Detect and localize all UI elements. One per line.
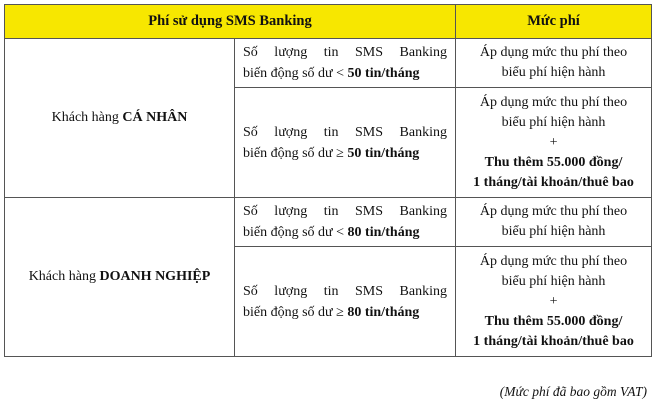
fee-line2: biểu phí hiện hành <box>501 114 606 130</box>
customer-type-cell <box>5 198 235 357</box>
condition-line1: Số lượng tin SMS Banking <box>243 283 448 299</box>
header-fee-level: Mức phí <box>456 5 652 39</box>
customer-type-cell <box>5 39 235 198</box>
fee-extra-unit: 1 tháng/tài khoản/thuê bao <box>473 333 634 349</box>
fee-line2: biểu phí hiện hành <box>501 224 606 239</box>
condition-threshold: 80 tin/tháng <box>347 304 420 320</box>
condition-prefix: biến động số dư ≥ <box>243 304 348 320</box>
fee-extra-line2 <box>456 332 651 352</box>
condition-prefix: biến động số dư ≥ <box>243 145 348 161</box>
condition-threshold: 50 tin/tháng <box>347 145 420 161</box>
condition-prefix: biến động số dư < <box>243 225 348 240</box>
fee-cell <box>456 39 652 88</box>
table-header-row <box>5 5 652 39</box>
fee-line1: Áp dụng mức thu phí theo <box>479 253 628 269</box>
condition-cell <box>235 198 456 247</box>
condition-line2 <box>243 63 447 84</box>
condition-cell <box>235 247 456 357</box>
fee-cell <box>456 198 652 247</box>
customer-type: DOANH NGHIỆP <box>99 269 211 284</box>
fee-extra-unit: 1 tháng/tài khoản/thuê bao <box>473 174 634 190</box>
fee-line2: biểu phí hiện hành <box>501 65 606 80</box>
fee-line1: Áp dụng mức thu phí theo <box>479 204 628 219</box>
condition-line2 <box>243 302 447 323</box>
condition-line2 <box>243 143 447 164</box>
fee-extra-line1 <box>456 153 651 173</box>
condition-cell <box>235 39 456 88</box>
table-row <box>5 198 652 247</box>
customer-label: Khách hàng <box>28 269 100 284</box>
fee-extra-line2 <box>456 173 651 193</box>
condition-prefix: biến động số dư < <box>243 66 348 81</box>
fee-cell <box>456 88 652 198</box>
condition-line1: Số lượng tin SMS Banking <box>243 124 448 140</box>
customer-label: Khách hàng <box>51 110 123 125</box>
fee-cell <box>456 247 652 357</box>
customer-type: CÁ NHÂN <box>122 110 188 125</box>
condition-line1: Số lượng tin SMS Banking <box>243 204 448 219</box>
fee-extra-line1 <box>456 312 651 332</box>
condition-cell <box>235 88 456 198</box>
fee-plus: + <box>549 293 558 309</box>
fee-extra-amount: Thu thêm 55.000 đồng/ <box>484 154 623 170</box>
header-fee-type: Phí sử dụng SMS Banking <box>5 5 456 39</box>
table-row <box>5 39 652 88</box>
fee-line2: biểu phí hiện hành <box>501 273 606 289</box>
condition-threshold: 50 tin/tháng <box>347 66 420 81</box>
fee-plus: + <box>549 134 558 150</box>
sms-banking-fee-table <box>4 4 652 357</box>
condition-line2 <box>243 222 447 243</box>
condition-threshold: 80 tin/tháng <box>347 225 420 240</box>
fee-line1: Áp dụng mức thu phí theo <box>479 45 628 60</box>
vat-note: (Mức phí đã bao gồm VAT) <box>499 384 647 399</box>
fee-extra-amount: Thu thêm 55.000 đồng/ <box>484 313 623 329</box>
fee-line1: Áp dụng mức thu phí theo <box>479 94 628 110</box>
condition-line1: Số lượng tin SMS Banking <box>243 45 448 60</box>
